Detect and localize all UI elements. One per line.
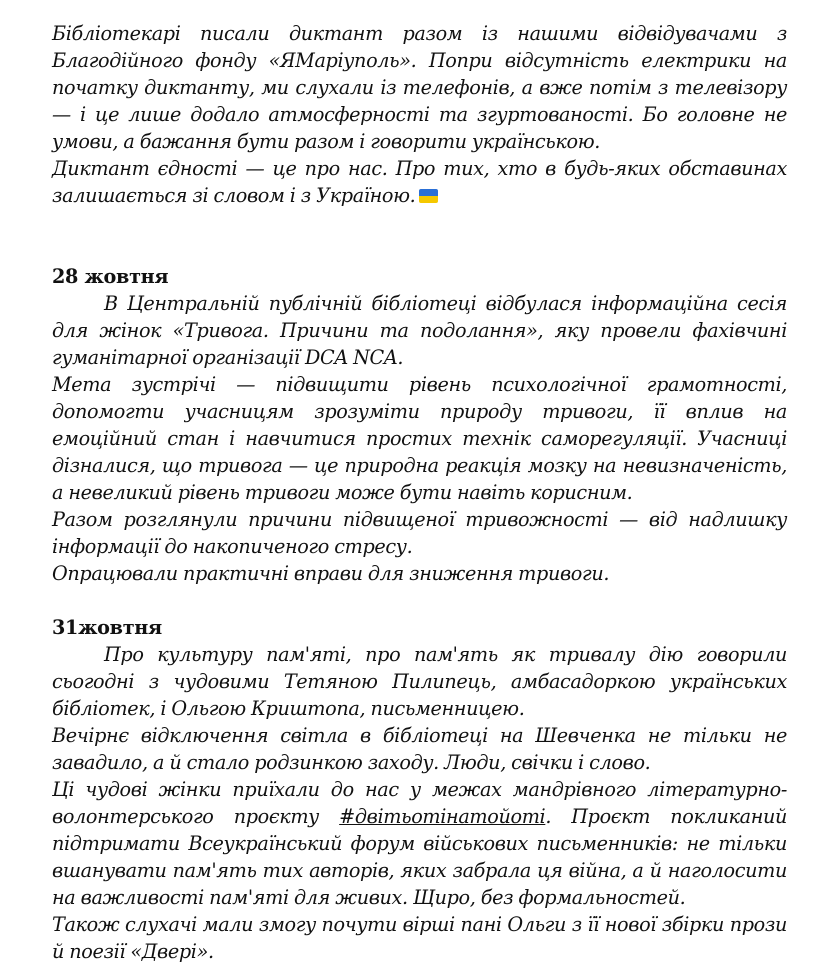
date-heading-oct28: 28 жовтня xyxy=(52,265,169,288)
oct28-paragraph-session: В Центральній публічній бібліотеці відбулася інформаційна сесія для жінок «Тривога. Причини та подолання», яку провели фахівчині гуманітарної організації DCA NCA. xyxy=(52,292,787,369)
oct28-paragraph-causes: Разом розглянули причини підвищеної тривожності — від надлишку інформації до накопиченого стресу. xyxy=(52,508,787,558)
intro-paragraph-2-text: Диктант єдності — це про нас. Про тих, хто в будь-яких обставинах залишається зі словом і з Україною. xyxy=(52,157,787,207)
oct31-paragraph-blackout: Вечірнє відключення світла в бібліотеці на Шевченка не тільки не завадило, а й стало родзинкою заходу. Люди, свічки і слово. xyxy=(52,724,787,774)
intro-paragraph-unity xyxy=(52,155,787,209)
date-heading-oct31: 31жовтня xyxy=(52,616,162,639)
oct31-project-text-before: Ці чудові жінки приїхали до нас у межах мандрівного літературно-волонтерського проєкту xyxy=(52,778,787,828)
oct28-paragraph-exercises: Опрацювали практичні вправи для зниження тривоги. xyxy=(52,562,610,585)
ukraine-flag-icon xyxy=(419,189,438,203)
intro-paragraph-dictation xyxy=(52,20,787,155)
oct31-paragraph-project xyxy=(52,776,787,911)
intro-paragraph-1-text: Бібліотекарі писали диктант разом із нашими відвідувачами з Благодійного фонду «ЯМаріуполь». Попри відсутність електрики на початку диктанту, ми слухали із телефонів, а вже потім з телевізору — і це лише додало атмосферності та згуртованості. Бо головне не умови, а бажання бути разом і говорити українською. xyxy=(52,22,787,153)
oct31-paragraph-memory: Про культуру пам'яті, про пам'ять як тривалу дію говорили сьогодні з чудовими Тетяною Пилипець, амбасадоркою українських бібліотек, і Ольгою Криштопа, письменницею. xyxy=(52,643,787,720)
oct31-paragraph-poems: Також слухачі мали змогу почути вірші пані Ольги з її нової збірки прози й поезії «Двері». xyxy=(52,913,787,963)
document-page xyxy=(52,0,787,965)
oct28-paragraph-goal: Мета зустрічі — підвищити рівень психологічної грамотності, допомогти учасницям зрозуміти природу тривоги, її вплив на емоційний стан і навчитися простих технік саморегуляції. Учасниці дізналися, що тривога — це природна реакція мозку на невизначеність, а невеликий рівень тривоги може бути навіть корисним. xyxy=(52,373,787,504)
section-spacer xyxy=(52,209,787,263)
oct31-project-text-after: . Проєкт покликаний підтримати Всеукраїнський форум військових письменників: не тільки вшанувати пам'ять тих авторів, яких забрала ця війна, а й наголосити на важливості пам'яті для живих. Щиро, без формальностей. xyxy=(52,805,787,909)
hashtag-link[interactable]: #двітьотінатойоті xyxy=(339,805,546,828)
section-spacer xyxy=(52,587,787,614)
